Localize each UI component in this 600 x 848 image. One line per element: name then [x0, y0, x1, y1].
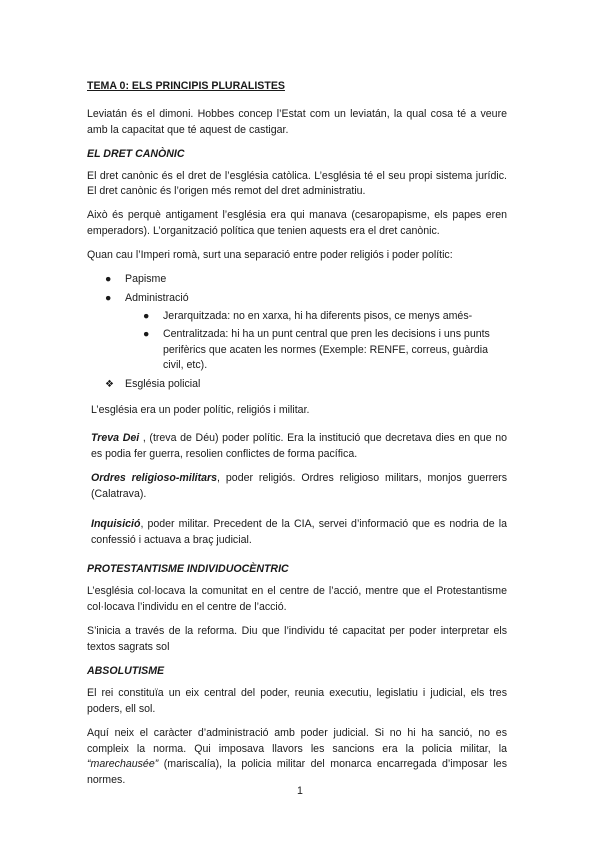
paragraph: S’inicia a través de la reforma. Diu que l’individu té capacitat per poder interpretar els textos sagrats sol — [87, 625, 507, 654]
bullet-icon: ● — [105, 291, 112, 304]
paragraph: L’església era un poder polític, religiós i militar. — [91, 404, 310, 417]
intro-paragraph: Leviatán és el dimoni. Hobbes concep l’Estat com un leviatán, la qual cosa té a veure amb la capacitat que té aquest de castigar. — [87, 107, 507, 136]
paragraph: El rei constituïa un eix central del poder, reunia executiu, legislatiu i judicial, els tres poders, ell sol. — [87, 686, 507, 715]
bullet-list — [87, 272, 507, 393]
page-number: 1 — [297, 785, 303, 797]
term: Ordres religioso-militars — [91, 471, 218, 484]
document-page — [87, 79, 507, 797]
paragraph — [87, 726, 507, 790]
term-definition: , poder militar. Precedent de la CIA, servei d’informació que es nodria de la confessió i actuava a braç judicial. — [91, 517, 507, 546]
list-item-text: Papisme — [125, 273, 167, 286]
text: (mariscalía), la policia militar del monarca encarregada d’imposar les normes. — [87, 758, 507, 787]
paragraph-ordres — [87, 471, 507, 503]
list-item-text: Administració — [125, 291, 189, 304]
list-item — [87, 377, 507, 393]
term: “marechausée” — [87, 758, 159, 771]
document-title: TEMA 0: ELS PRINCIPIS PLURALISTES — [87, 80, 285, 92]
section-heading-protestantisme: PROTESTANTISME INDIVIDUOCÈNTRIC — [87, 563, 289, 576]
term: Inquisició — [91, 517, 141, 530]
bullet-icon: ● — [105, 273, 112, 286]
list-item-text: Jerarquitzada: no en xarxa, hi ha diferents pisos, ce menys amés- — [163, 309, 473, 322]
term: Treva Dei — [91, 432, 140, 445]
section-heading-dret-canonic: EL DRET CANÒNIC — [87, 147, 185, 160]
list-item — [87, 291, 507, 374]
list-item — [125, 309, 507, 325]
diamond-bullet-icon: ❖ — [105, 379, 114, 391]
paragraph-inquisicio — [87, 517, 507, 549]
text: Aquí neix el caràcter d’administració amb poder judicial. Si no hi ha sanció, no es compleix la norma. Qui imposava llavors les sancions era la policia militar, la — [87, 726, 507, 755]
paragraph: L’església col·locava la comunitat en el centre de l’acció, mentre que el Protestantisme col·locava l’individu en el centre de l’acció. — [87, 585, 507, 614]
paragraph: El dret canònic és el dret de l’església catòlica. L’església té el seu propi sistema jurídic. El dret canònic és l’origen més remot del dret administratiu. — [87, 169, 507, 198]
list-item — [125, 327, 507, 375]
paragraph: Això és perquè antigament l’església era qui manava (cesaropapisme, els papes eren emperadors). L’organització política que tenien aquests era el dret canònic. — [87, 209, 507, 238]
section-heading-absolutisme: ABSOLUTISME — [87, 664, 165, 677]
list-item-text: Centralitzada: hi ha un punt central que pren les decisions i uns punts perifèrics que acaten les normes (Exemple: RENFE, correus, guàrdia civil, etc). — [163, 327, 490, 372]
sub-bullet-list — [125, 309, 507, 375]
term-definition: , poder religiós. Ordres religioso militars, monjos guerrers (Calatrava). — [91, 471, 507, 500]
paragraph: Quan cau l’Imperi romà, surt una separació entre poder religiós i poder polític: — [87, 249, 453, 262]
bullet-icon: ● — [143, 309, 150, 322]
term-definition: , (treva de Déu) poder polític. Era la institució que decretava dies en que no es podia fer guerra, resolien conflictes de forma pacífica. — [91, 432, 507, 461]
list-item-text: Església policial — [125, 378, 201, 391]
paragraph-treva-dei — [87, 431, 507, 463]
bullet-icon: ● — [143, 327, 150, 340]
list-item — [87, 272, 507, 288]
